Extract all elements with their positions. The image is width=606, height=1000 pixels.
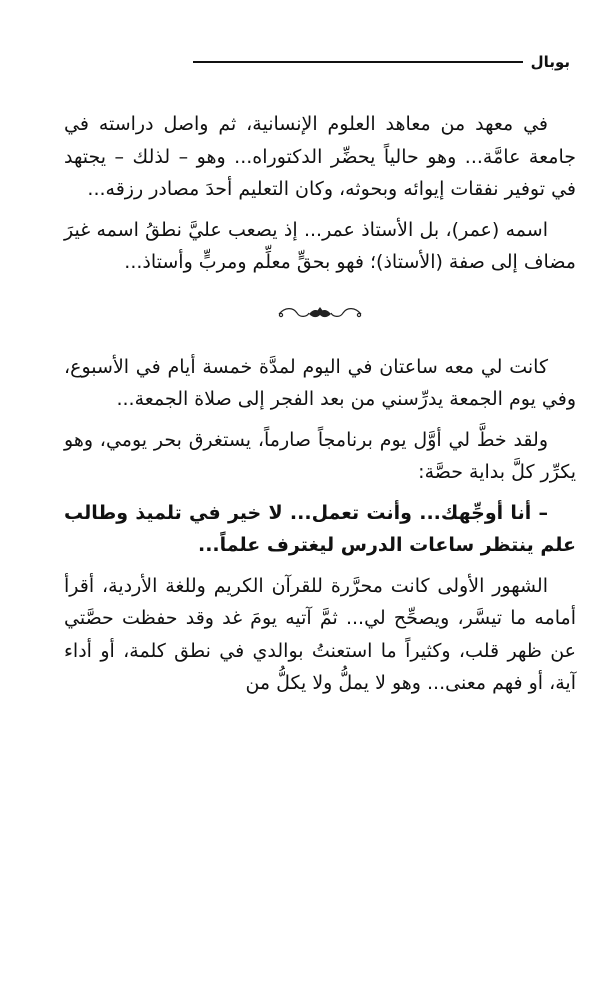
running-header — [40, 52, 570, 72]
section-divider-ornament-icon — [275, 301, 365, 327]
header-title: بوبال — [530, 53, 570, 71]
paragraph: الشهور الأولى كانت محرَّرة للقرآن الكريم وللغة الأردية، أقرأ أمامه ما تيسَّر، ويصحِّح لي... ثمَّ آتيه يومَ غد وقد حفظت حصَّتي عن ظهر قلب، وكثيراً ما استعنتُ بوالدي في نطق كلمة، أو أداء آية، أو فهم معنى... وهو لا يملُّ ولا يكلُّ من — [64, 574, 576, 694]
paragraph: في معهد من معاهد العلوم الإنسانية، ثم واصل دراسته في جامعة عامَّة... وهو حالياً يحضِّر الدكتوراه... وهو – لذلك – يجتهد في توفير نفقات إيوائه وبحوثه، وكان التعليم أحدَ مصادر رزقه... — [64, 113, 576, 200]
paragraph: كانت لي معه ساعتان في اليوم لمدَّة خمسة أيام في الأسبوع، وفي يوم الجمعة يدرِّسني من بعد الفجر إلى صلاة الجمعة... — [64, 355, 576, 410]
quoted-instruction: – أنا أوجِّهك... وأنت تعمل... لا خير في تلميذ وطالب علم ينتظر ساعات الدرس ليغترف علماً... — [64, 501, 576, 556]
paragraph: ولقد خطَّ لي أوَّل يوم برنامجاً صارماً، يستغرق بحر يومي، وهو يكرِّر كلَّ بداية حصَّة: — [64, 428, 576, 483]
paragraph: اسمه (عمر)، بل الأستاذ عمر... إذ يصعب عليَّ نطقُ اسمه غيرَ مضاف إلى صفة (الأستاذ)؛ فهو بحقٍّ معلِّم ومربٍّ وأستاذ... — [64, 218, 576, 273]
body-text — [64, 108, 576, 708]
header-rule — [193, 61, 523, 63]
